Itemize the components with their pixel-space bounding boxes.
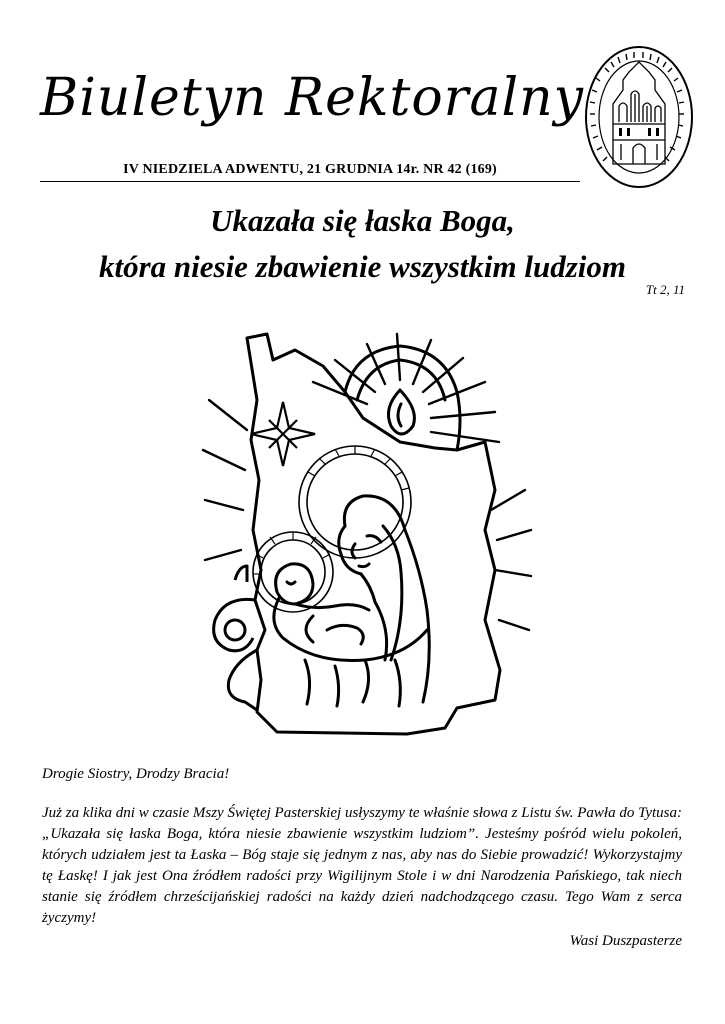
madonna-and-child-candle-icon bbox=[195, 330, 535, 742]
letter-signature: Wasi Duszpasterze bbox=[569, 933, 682, 949]
issue-line: IV NIEDZIELA ADWENTU, 21 GRUDNIA 14r. NR 42 (169) bbox=[123, 162, 497, 177]
headline bbox=[20, 198, 705, 290]
church-seal-icon bbox=[583, 44, 695, 190]
scripture-citation: Tt 2, 11 bbox=[645, 282, 685, 297]
letter-body: Już za klika dni w czasie Mszy Świętej Pasterskiej usłyszymy te właśnie słowa z Listu św. Pawła do Tytusa: „Ukazała się łaska Boga, która niesie zbawienie wszystkim ludziom”. Jesteśmy pośród wielu pokoleń, których udziałem jest ta Łaska – Bóg staje się jednym z nas, aby nas do Siebie prowadzić! Wykorzystajmy tę Łaskę! I jak jest Ona źródłem radości przy Wigilijnym Stole i w dni Narodzenia Pańskiego, tak niech stanie się źródłem chrześcijańskiej radości na każdy dzień nadchodzącego czasu. Tego Wam z serca życzymy! bbox=[42, 805, 682, 926]
bulletin-title: Biuletyn Rektoralny bbox=[40, 68, 585, 128]
masthead bbox=[40, 52, 585, 187]
masthead-divider bbox=[40, 181, 580, 182]
headline-line-1: Ukazała się łaska Boga, bbox=[210, 203, 515, 238]
headline-line-2: która niesie zbawienie wszystkim ludziom bbox=[98, 249, 627, 284]
pastoral-letter bbox=[42, 764, 682, 952]
letter-greeting: Drogie Siostry, Drodzy Bracia! bbox=[42, 766, 230, 782]
